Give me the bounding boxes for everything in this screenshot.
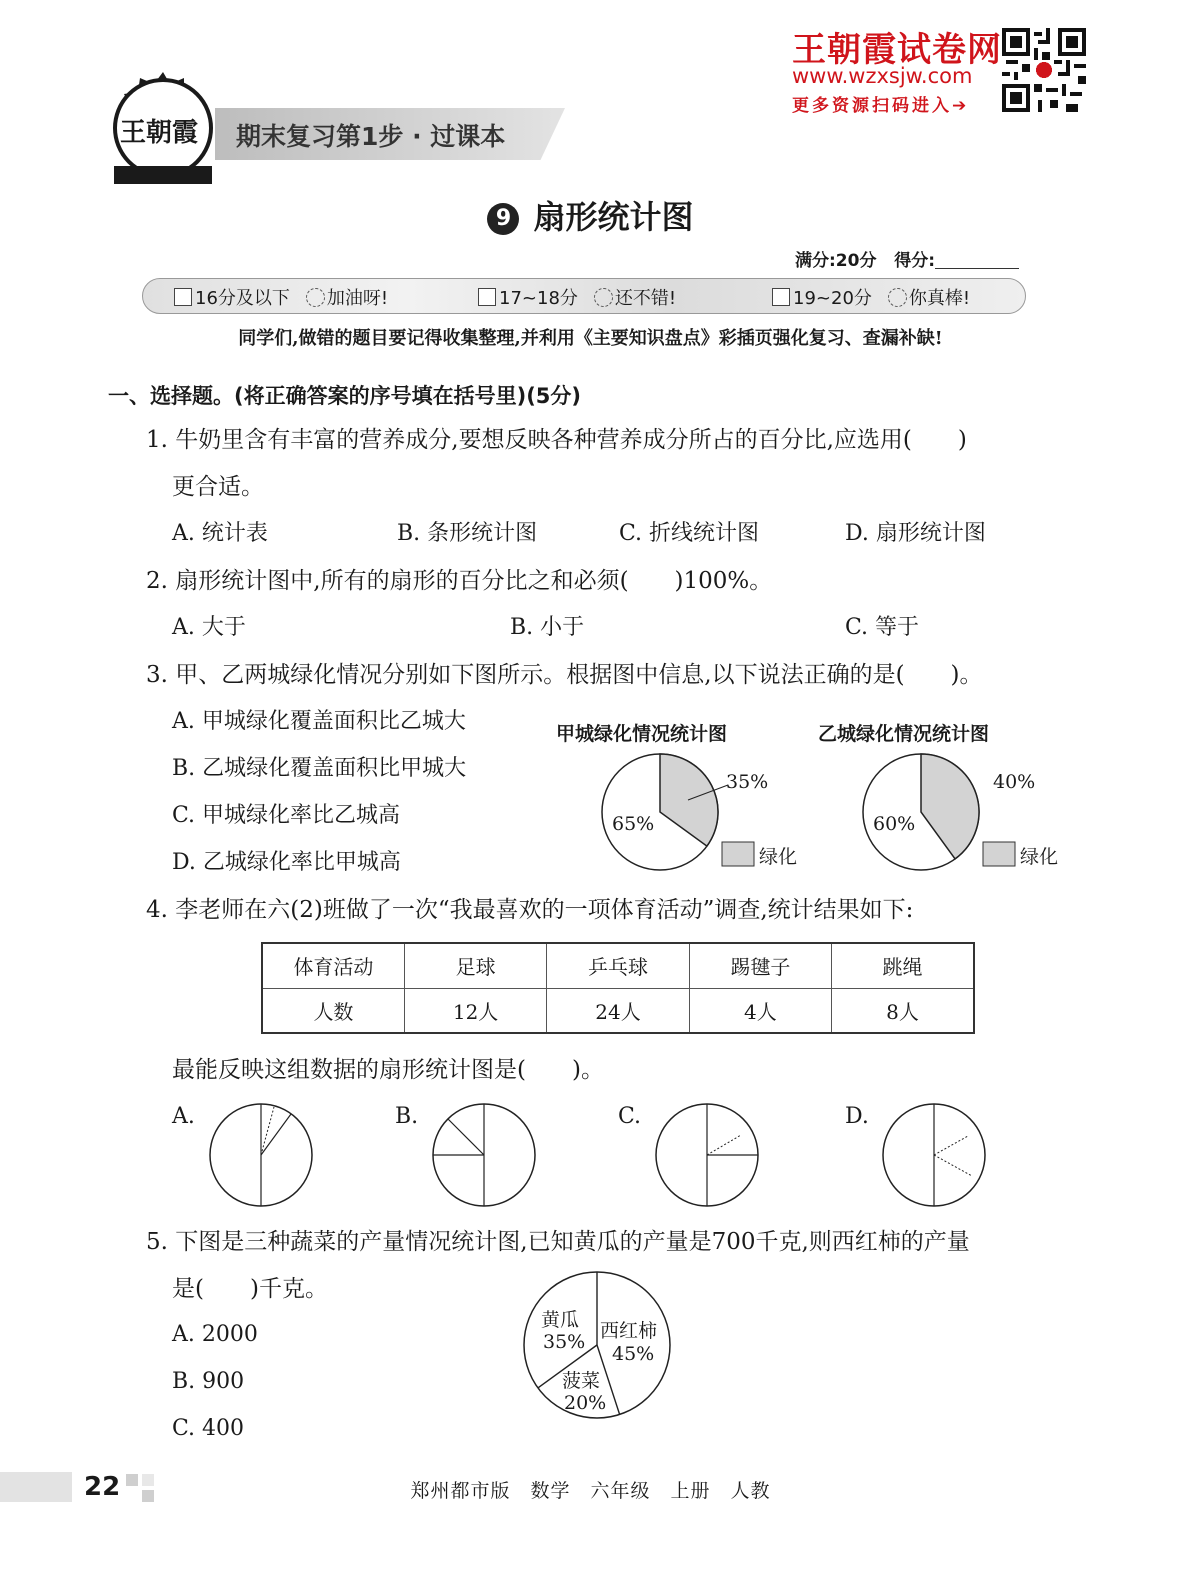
footer-publisher: 人教 (730, 1480, 771, 1502)
q5-option-a[interactable]: A. 2000 (172, 1322, 258, 1347)
q4-option-c-label[interactable]: C. (618, 1104, 642, 1129)
q4-option-d-label[interactable]: D. (845, 1104, 869, 1129)
q5-line1: 5. 下图是三种蔬菜的产量情况统计图,已知黄瓜的产量是700千克,则西红柿的产量 (146, 1229, 970, 1255)
footer-info (0, 1476, 1181, 1503)
jia-legend-swatch (722, 842, 754, 866)
table-row (262, 988, 974, 1033)
veg-label-spinach: 菠菜 (562, 1370, 601, 1392)
q1-option-a[interactable]: A. 统计表 (172, 521, 268, 546)
table-cell: 跳绳 (832, 943, 974, 988)
veg-value-tomato: 45% (612, 1343, 655, 1365)
yi-legend-swatch (983, 842, 1015, 866)
section-heading: 一、选择题。(将正确答案的序号填在括号里)(5分) (108, 384, 582, 408)
footer-subject: 数学 (530, 1480, 571, 1502)
banner-text: 期末复习第1步 · 过课本 (236, 122, 506, 151)
table-cell: 8人 (832, 988, 974, 1033)
jia-label-other: 65% (612, 813, 655, 835)
q2-text: 2. 扇形统计图中,所有的扇形的百分比之和必须( )100%。 (146, 568, 773, 594)
jia-label-greening: 35% (726, 771, 769, 793)
reminder: 同学们,做错的题目要记得收集整理,并利用《主要知识盘点》彩插页强化复习、查漏补缺! (238, 328, 943, 349)
footer-edition: 郑州都市版 (410, 1480, 511, 1502)
footer-term: 上册 (670, 1480, 711, 1502)
got-score-label: 得分: (894, 251, 936, 271)
table-cell: 乒乓球 (547, 943, 689, 988)
grade-item-3: 19~20分 你真棒! (772, 284, 970, 310)
veg-value-spinach: 20% (564, 1392, 607, 1414)
q4-option-c-pie[interactable] (656, 1104, 758, 1206)
q3-text: 3. 甲、乙两城绿化情况分别如下图所示。根据图中信息,以下说法正确的是( )。 (146, 662, 983, 688)
title-number: 9 (487, 203, 519, 235)
veg-label-tomato: 西红柿 (600, 1320, 658, 1342)
q5-option-c[interactable]: C. 400 (172, 1416, 245, 1441)
q2-option-c[interactable]: C. 等于 (845, 615, 920, 640)
q4-option-b-pie[interactable] (433, 1104, 535, 1206)
q4-option-a-label[interactable]: A. (172, 1104, 195, 1129)
q3-option-b[interactable]: B. 乙城绿化覆盖面积比甲城大 (172, 756, 467, 781)
table-cell: 踢毽子 (689, 943, 831, 988)
table-cell: 体育活动 (262, 943, 404, 988)
q4-question: 最能反映这组数据的扇形统计图是( )。 (172, 1057, 604, 1083)
chart-jia-title: 甲城绿化情况统计图 (556, 723, 728, 745)
q1-option-c[interactable]: C. 折线统计图 (619, 521, 760, 546)
grade-item-1: 16分及以下 加油呀! (174, 284, 388, 310)
q4-option-a-pie[interactable] (210, 1104, 312, 1206)
grade-item-2: 17~18分 还不错! (478, 284, 676, 310)
q5-option-b[interactable]: B. 900 (172, 1369, 245, 1394)
logo-text: 王朝霞 (120, 118, 199, 148)
q2-option-b[interactable]: B. 小于 (510, 615, 585, 640)
table-cell: 足球 (404, 943, 546, 988)
q3-option-d[interactable]: D. 乙城绿化率比甲城高 (172, 850, 401, 875)
table-row (262, 943, 974, 988)
table-cell: 人数 (262, 988, 404, 1033)
q1-line1: 1. 牛奶里含有丰富的营养成分,要想反映各种营养成分所占的百分比,应选用( ) (146, 427, 967, 453)
q1-line2: 更合适。 (172, 474, 264, 500)
jia-legend-label: 绿化 (759, 846, 798, 868)
table-cell: 12人 (404, 988, 546, 1033)
yi-legend-label: 绿化 (1020, 846, 1059, 868)
q2-option-a[interactable]: A. 大于 (172, 615, 246, 640)
q5-line2: 是( )千克。 (172, 1276, 328, 1302)
yi-label-other: 60% (873, 813, 916, 835)
q4-text: 4. 李老师在六(2)班做了一次“我最喜欢的一项体育活动”调查,统计结果如下: (146, 897, 914, 923)
full-score: 满分:20分 (795, 251, 877, 271)
q4-option-b-label[interactable]: B. (395, 1104, 419, 1129)
q1-option-b[interactable]: B. 条形统计图 (397, 521, 538, 546)
footer-grade: 六年级 (590, 1480, 651, 1502)
q3-option-a[interactable]: A. 甲城绿化覆盖面积比乙城大 (172, 709, 466, 734)
veg-value-cucumber: 35% (543, 1331, 586, 1353)
yi-label-greening: 40% (993, 771, 1036, 793)
q1-option-d[interactable]: D. 扇形统计图 (845, 521, 986, 546)
sports-table (261, 942, 975, 1034)
veg-label-cucumber: 黄瓜 (541, 1309, 580, 1331)
table-cell: 24人 (547, 988, 689, 1033)
title-text: 扇形统计图 (533, 198, 694, 236)
page-number: 22 (84, 1472, 121, 1502)
q3-option-c[interactable]: C. 甲城绿化率比乙城高 (172, 803, 401, 828)
table-cell: 4人 (689, 988, 831, 1033)
q4-option-d-pie[interactable] (883, 1104, 985, 1206)
brand-more: 更多资源扫码进入➔ (792, 96, 970, 116)
brand-url[interactable]: www.wzxsjw.com (792, 64, 973, 88)
chart-yi-title: 乙城绿化情况统计图 (818, 723, 990, 745)
brand-name: 王朝霞试卷网 (792, 30, 1002, 70)
